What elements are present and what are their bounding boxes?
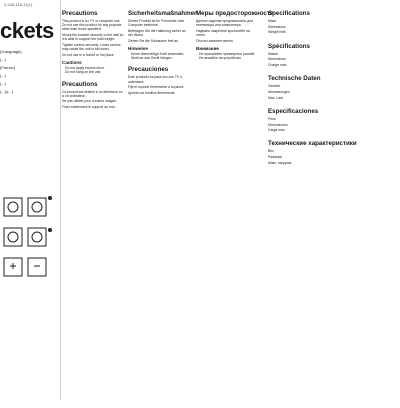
spec-item: Dimensions (268, 57, 286, 62)
bullet-item: Do not apply excess force. (65, 66, 105, 71)
document-code: 3-246-118-11(1) (4, 2, 33, 7)
spec-item: Masse (268, 51, 278, 56)
paragraph: Mount the bracket securely to the wall so it is able to support the total weight. (62, 33, 124, 42)
spec-item: Peso (268, 116, 276, 121)
paragraph: Este producto es para uso con TV u ordenador. (128, 75, 183, 84)
paragraph: Данное изделие предназначено для телевизора или компьютера. (196, 19, 254, 28)
language-item: (...) (0, 81, 6, 86)
section-heading: Precautions (62, 80, 98, 88)
section-heading: Sicherheitsmaßnahmen (128, 10, 198, 17)
section-heading: Specifications (268, 10, 310, 17)
column-divider (60, 0, 61, 400)
bracket-diagram (4, 198, 46, 276)
paragraph: Fixez solidement le support au mur. (62, 105, 116, 110)
language-item: (...)/(...) (0, 89, 14, 94)
document-title: ckets (0, 18, 54, 43)
bullet-item: Не прилагайте чрезмерных усилий. (199, 52, 256, 57)
paragraph: Do not use in a humid or hot place. (62, 52, 115, 57)
spec-item: Max. Last (268, 95, 283, 100)
spec-item: Вес (268, 149, 274, 154)
paragraph: Fije el soporte firmemente a la pared. (128, 85, 185, 90)
column-1 (62, 10, 124, 111)
bracket-illustrations (0, 138, 60, 408)
section-heading: Precautions (62, 10, 98, 17)
section-heading: Especificaciones (268, 107, 319, 115)
spec-item: Mass (268, 19, 277, 23)
language-list (0, 48, 56, 96)
spec-item: Abmessungen (268, 89, 290, 94)
spec-item: Макс. нагрузка (268, 160, 292, 165)
spec-item: Carga máx. (268, 128, 286, 133)
bullet-item: Nicht an das Gerät hängen. (131, 56, 173, 61)
bullet-item: Keine übermäßige Kraft anwenden. (131, 52, 185, 57)
section-heading: Spécifications (268, 42, 310, 50)
section-heading: Меры предосторожности (196, 10, 274, 17)
section-heading: Технические характеристики (268, 140, 357, 148)
spec-item: Weight limit (268, 30, 286, 35)
paragraph: Ce produit est destiné à un téléviseur ou à un ordinateur. (62, 89, 123, 98)
paragraph: Ziehen Sie die Schrauben fest an. (128, 38, 180, 43)
spec-item: Gewicht (268, 84, 281, 89)
spec-item: Dimensions (268, 24, 286, 29)
subsection-heading: Hinweise (128, 46, 148, 52)
language-item: (...) (0, 73, 6, 78)
language-item: (...) (0, 57, 6, 62)
spec-item: Размеры (268, 155, 283, 160)
section-heading: Precauciones (128, 66, 169, 74)
section-heading: Technische Daten (268, 75, 321, 83)
paragraph: Dieses Produkt ist für Fernseher oder Computer bestimmt. (128, 19, 185, 28)
spec-item: Dimensiones (268, 122, 288, 127)
paragraph: This product is for TV or computer use. Do not use this product for any purpose other than those specified. (62, 19, 122, 32)
language-item: (/Language) (0, 49, 22, 54)
paragraph: Плотно затяните винты. (196, 38, 234, 43)
language-item: (French) (0, 65, 16, 70)
bullet-item: Do not hang on the unit. (65, 70, 102, 75)
column-4 (268, 10, 357, 167)
spec-item: Charge max. (268, 63, 288, 68)
paragraph: Tighten screws securely. Loose screws may cause the unit to fall down. (62, 43, 121, 52)
paragraph: Befestigen Sie die Halterung sicher an der Wand. (128, 28, 186, 38)
paragraph: Ne pas utiliser pour d'autres usages. (62, 99, 117, 104)
bullet-item: Не вешайте на устройство. (199, 56, 242, 61)
subsection-heading: Cautions (62, 60, 82, 66)
column-2 (128, 10, 198, 97)
subsection-heading: Внимание (196, 46, 219, 52)
paragraph: Apriete los tornillos firmemente. (128, 91, 176, 96)
screw-icon (48, 196, 52, 232)
paragraph: Надёжно закрепите кронштейн на стене. (196, 28, 250, 38)
